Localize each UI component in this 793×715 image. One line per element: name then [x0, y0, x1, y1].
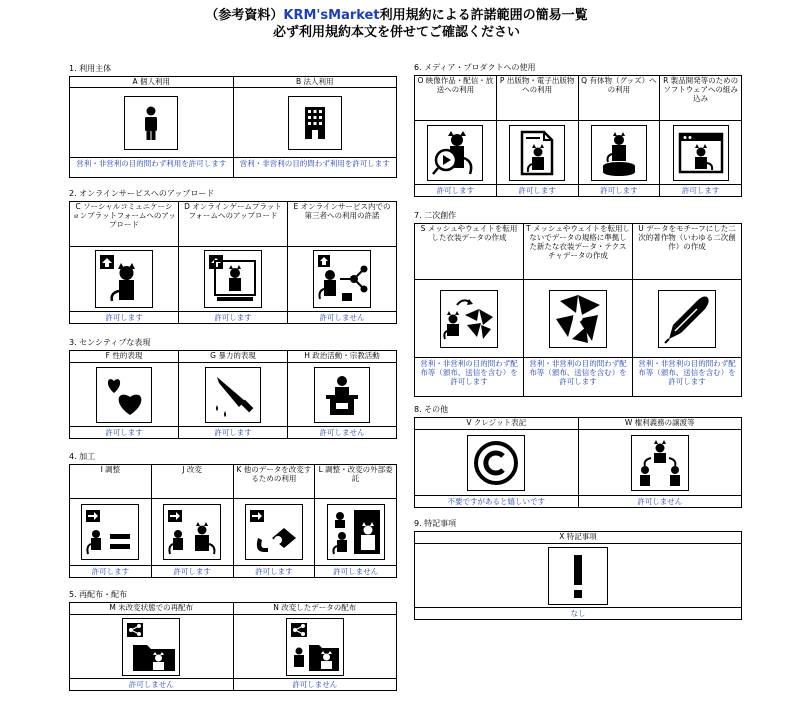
item-label: X 特記事項	[415, 532, 741, 544]
section-redistribution	[69, 590, 397, 691]
item-corporate-use	[233, 77, 397, 177]
item-publication	[496, 76, 578, 196]
page-title	[0, 8, 793, 24]
section-online-upload	[69, 189, 397, 324]
status-text: 許可しません	[579, 495, 742, 507]
page-subtitle: 必ず利用規約本文を併せてご確認ください	[272, 25, 520, 40]
status-text: 許可しません	[315, 565, 396, 577]
item-reuse-data	[233, 465, 315, 577]
item-label: A 個人利用	[70, 77, 233, 88]
item-violent-expression	[178, 351, 287, 438]
license-table	[69, 201, 397, 324]
item-modify	[151, 465, 233, 577]
item-label: S メッシュやウェイトを転用した衣装データの作成	[415, 224, 523, 280]
item-special-notes	[415, 532, 741, 619]
status-text: 許可します	[179, 311, 287, 323]
item-label: M 未改変状態での再配布	[70, 603, 233, 615]
status-text: 不要ですがあると嬉しいです	[415, 495, 578, 507]
costume-transfer-icon	[440, 290, 498, 348]
item-personal-use	[70, 77, 233, 177]
video-icon	[427, 125, 483, 181]
publication-icon	[509, 125, 565, 181]
section-processing	[69, 452, 397, 578]
status-text: 許可します	[152, 565, 233, 577]
status-text: 許可しません	[70, 678, 233, 690]
item-label: G 暴力的表現	[179, 351, 287, 363]
item-software	[659, 76, 741, 196]
reuse-data-icon	[245, 504, 303, 560]
item-credit	[415, 418, 578, 507]
item-video-broadcast	[415, 76, 496, 196]
item-social-upload	[70, 202, 178, 323]
item-label: N 改変したデータの配布	[234, 603, 397, 615]
status-text: 許可します	[415, 184, 496, 196]
item-label: Q 有体物（グッズ）への利用	[579, 76, 660, 121]
section-heading: 4. 加工	[69, 452, 96, 461]
status-text: 許可しません	[288, 426, 396, 438]
item-rights-transfer	[578, 418, 742, 507]
building-icon	[288, 96, 342, 150]
status-text: 営利・非営利の目的問わず配布等（頒布、送信を含む）を許可します	[524, 357, 632, 396]
status-text: 許可します	[179, 426, 287, 438]
status-text: 許可します	[579, 184, 660, 196]
section-usage-subject	[69, 64, 397, 178]
title-suffix: 利用規約による許諾範囲の簡易一覧	[379, 8, 588, 23]
item-label: W 権利義務の譲渡等	[579, 418, 742, 430]
section-heading: 5. 再配布・配布	[69, 590, 128, 599]
status-text: 営利・非営利の目的問わず配布等（頒布、送信を含む）を許可します	[633, 357, 741, 396]
status-text: 許可します	[234, 565, 315, 577]
copyright-icon	[467, 435, 525, 491]
section-heading: 9. 特記事項	[414, 519, 457, 528]
outsource-icon	[327, 504, 385, 560]
status-text: 営利・非営利の目的問わず利用を許可します	[70, 157, 233, 177]
status-text: 営利・非営利の目的問わず利用を許可します	[234, 157, 397, 177]
item-sexual-expression	[70, 351, 178, 438]
hearts-icon	[96, 367, 152, 423]
license-table	[414, 417, 742, 508]
pen-icon	[658, 290, 716, 348]
item-label: H 政治活動・宗教活動	[288, 351, 396, 363]
section-derivative-works	[414, 211, 742, 397]
item-redistribute-unmodified	[70, 603, 233, 690]
item-outsource	[314, 465, 396, 577]
item-distribute-modified	[233, 603, 397, 690]
item-new-costume	[523, 224, 632, 396]
brand-name: KRM'sMarket	[283, 8, 380, 23]
item-label: B 法人利用	[234, 77, 397, 88]
section-sensitive-expression	[69, 338, 397, 439]
section-media-products	[414, 63, 742, 197]
item-label: R 製品開発等のためのソフトウェアへの組み込み	[660, 76, 741, 121]
status-text: 営利・非営利の目的問わず配布等（頒布、送信を含む）を許可します	[415, 357, 523, 396]
section-heading: 1. 利用主体	[69, 64, 112, 73]
goods-icon	[591, 125, 647, 181]
distribute-modified-icon	[286, 618, 344, 676]
license-table	[69, 76, 397, 178]
software-icon	[673, 125, 729, 181]
item-adjust	[70, 465, 151, 577]
item-label: J 改変	[152, 465, 233, 499]
section-heading: 8. その他	[414, 405, 449, 414]
item-costume-transfer	[415, 224, 523, 396]
status-text: 許可します	[660, 184, 741, 196]
podium-icon	[314, 367, 370, 423]
license-table	[69, 464, 397, 578]
section-heading: 2. オンラインサービスへのアップロード	[69, 189, 215, 198]
section-special-notes	[414, 519, 742, 620]
item-goods	[578, 76, 660, 196]
license-table	[414, 223, 742, 397]
item-label: C ソーシャルコミュニケーションプラットフォームへのアップロード	[70, 202, 178, 247]
item-game-upload	[178, 202, 287, 323]
rights-transfer-icon	[631, 435, 689, 491]
section-heading: 7. 二次創作	[414, 211, 457, 220]
license-table	[414, 75, 742, 197]
status-text: 許可します	[70, 426, 178, 438]
license-table	[69, 350, 397, 439]
title-prefix: （参考資料）	[205, 8, 284, 23]
exclamation-icon	[548, 547, 608, 605]
upload-avatar-icon	[95, 250, 153, 308]
adjust-icon	[81, 504, 139, 560]
knife-icon	[205, 367, 261, 423]
status-text: 許可しません	[288, 311, 396, 323]
modify-icon	[163, 504, 221, 560]
item-label: V クレジット表記	[415, 418, 578, 430]
section-other	[414, 405, 742, 508]
share-third-party-icon	[313, 250, 371, 308]
upload-game-icon	[204, 250, 262, 308]
item-third-party-license	[287, 202, 396, 323]
section-heading: 6. メディア・プロダクトへの使用	[414, 63, 536, 72]
item-label: L 調整・改変の外部委託	[315, 465, 396, 499]
item-label: U データをモチーフにした二次的著作物（いわゆる二次創作）の作成	[633, 224, 741, 280]
new-costume-icon	[549, 290, 607, 348]
person-icon	[124, 96, 178, 150]
item-political-religious	[287, 351, 396, 438]
item-label: I 調整	[70, 465, 151, 499]
license-table	[414, 531, 742, 620]
item-label: F 性的表現	[70, 351, 178, 363]
status-text: 許可しません	[234, 678, 397, 690]
status-text: なし	[415, 607, 741, 619]
section-heading: 3. センシティブな表現	[69, 338, 151, 347]
item-label: O 映像作品・配信・放送への利用	[415, 76, 496, 121]
redistribute-icon	[122, 618, 180, 676]
item-label: E オンラインサービス内での第三者への利用の許諾	[288, 202, 396, 247]
item-label: T メッシュやウェイトを転用しないでデータの規格に準拠した新たな衣装データ・テクスチャデータの作成	[524, 224, 632, 280]
status-text: 許可します	[70, 311, 178, 323]
license-table	[69, 602, 397, 691]
status-text: 許可します	[70, 565, 151, 577]
status-text: 許可します	[497, 184, 578, 196]
item-label: D オンラインゲームプラットフォームへのアップロード	[179, 202, 287, 247]
item-label: P 出版物・電子出版物への利用	[497, 76, 578, 121]
item-fan-derivative	[632, 224, 741, 396]
item-label: K 他のデータを改変するための利用	[234, 465, 315, 499]
